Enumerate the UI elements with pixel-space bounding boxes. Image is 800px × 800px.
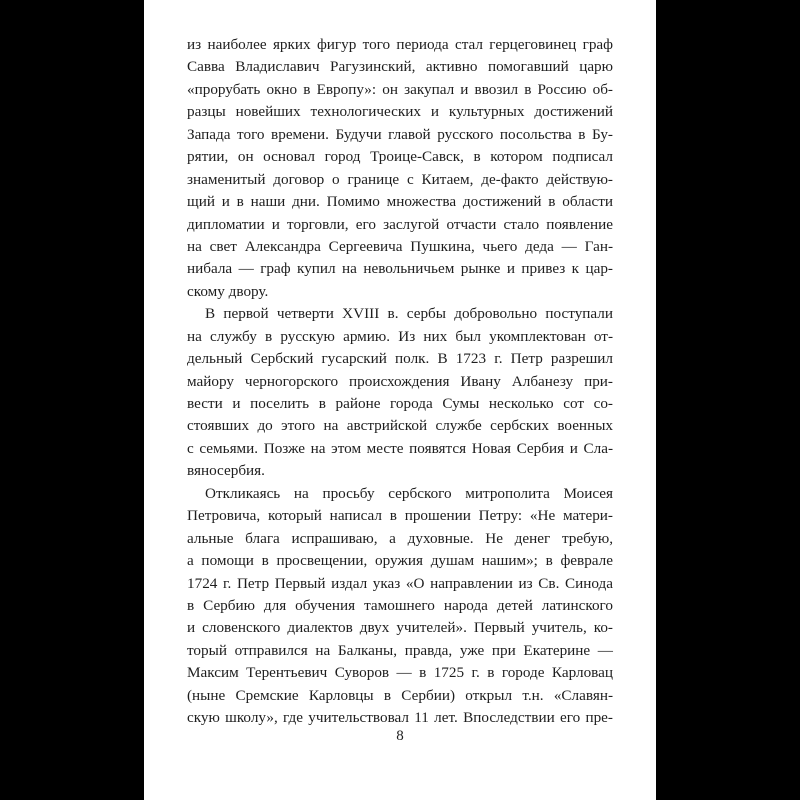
text-line: Откликаясь на просьбу сербского митрополита Моисея (205, 484, 613, 502)
book-page (144, 0, 656, 800)
text-line: стоявших до этого на австрийской службе сербских военных (187, 417, 613, 435)
text-line: рятии, он основал город Троице-Савск, в котором подписал (187, 148, 613, 166)
text-line: и словенского диалектов двух учителей». Первый учитель, ко- (187, 619, 613, 637)
page-number: 8 (396, 728, 404, 744)
text-line: «прорубать окно в Европу»: он закупал и ввозил в Россию об- (187, 80, 613, 98)
text-line: Петровича, который написал в прошении Петру: «Не матери- (187, 507, 613, 525)
text-line: нибала — граф купил на невольничьем рынке и привез к цар- (187, 260, 613, 278)
text-line: майору черногорского происхождения Ивану Албанезу при- (187, 372, 613, 390)
text-line: разцы новейших технологических и культурных достижений (187, 103, 613, 121)
text-line: В первой четверти XVIII в. сербы добровольно поступали (205, 305, 613, 323)
text-line: скую школу», где учительствовал 11 лет. Впоследствии его пре- (187, 709, 613, 727)
text-line: альные блага испрашиваю, а духовные. Не денег требую, (187, 529, 613, 547)
text-line: на службу в русскую армию. Из них был укомплектован от- (187, 327, 613, 345)
left-margin-bar (0, 0, 144, 800)
text-line: из наиболее ярких фигур того периода стал герцеговинец граф (187, 36, 613, 53)
text-line: вяносербия. (187, 462, 265, 480)
text-line: скому двору. (187, 282, 269, 300)
text-line: торый отправился на Балканы, правда, уже при Екатерине — (187, 641, 613, 659)
text-line: дельный Сербский гусарский полк. В 1723 г. Петр разрешил (187, 350, 613, 368)
text-line: 1724 г. Петр Первый издал указ «О направлении из Св. Синода (187, 574, 613, 592)
text-line: с семьями. Позже на этом месте появятся Новая Сербия и Сла- (187, 439, 613, 457)
text-line: дипломатии и торговли, его заслугой отчасти стало появление (187, 215, 613, 233)
text-line: а помощи в просвещении, оружия душам нашим»; в феврале (187, 552, 613, 570)
text-line: знаменитый договор о границе с Китаем, де-факто действую- (187, 170, 613, 188)
text-line: в Сербию для обучения тамошнего народа детей латинского (187, 596, 613, 614)
text-line: вести и поселить в районе города Сумы несколько сот со- (187, 395, 613, 412)
page-body-text (187, 34, 613, 730)
text-line: щий и в наши дни. Помимо множества достижений в области (187, 193, 613, 211)
text-line: на свет Александра Сергеевича Пушкина, чьего деда — Ган- (187, 237, 613, 255)
text-line: Савва Владиславич Рагузинский, активно помогавший царю (187, 58, 613, 76)
right-margin-bar (656, 0, 800, 800)
text-line: Максим Терентьевич Суворов — в 1725 г. в городе Карловац (187, 664, 613, 682)
text-line: (ныне Сремские Карловцы в Сербии) открыл т.н. «Славян- (187, 686, 613, 704)
text-line: Запада того времени. Будучи главой русского посольства в Бу- (187, 125, 613, 143)
